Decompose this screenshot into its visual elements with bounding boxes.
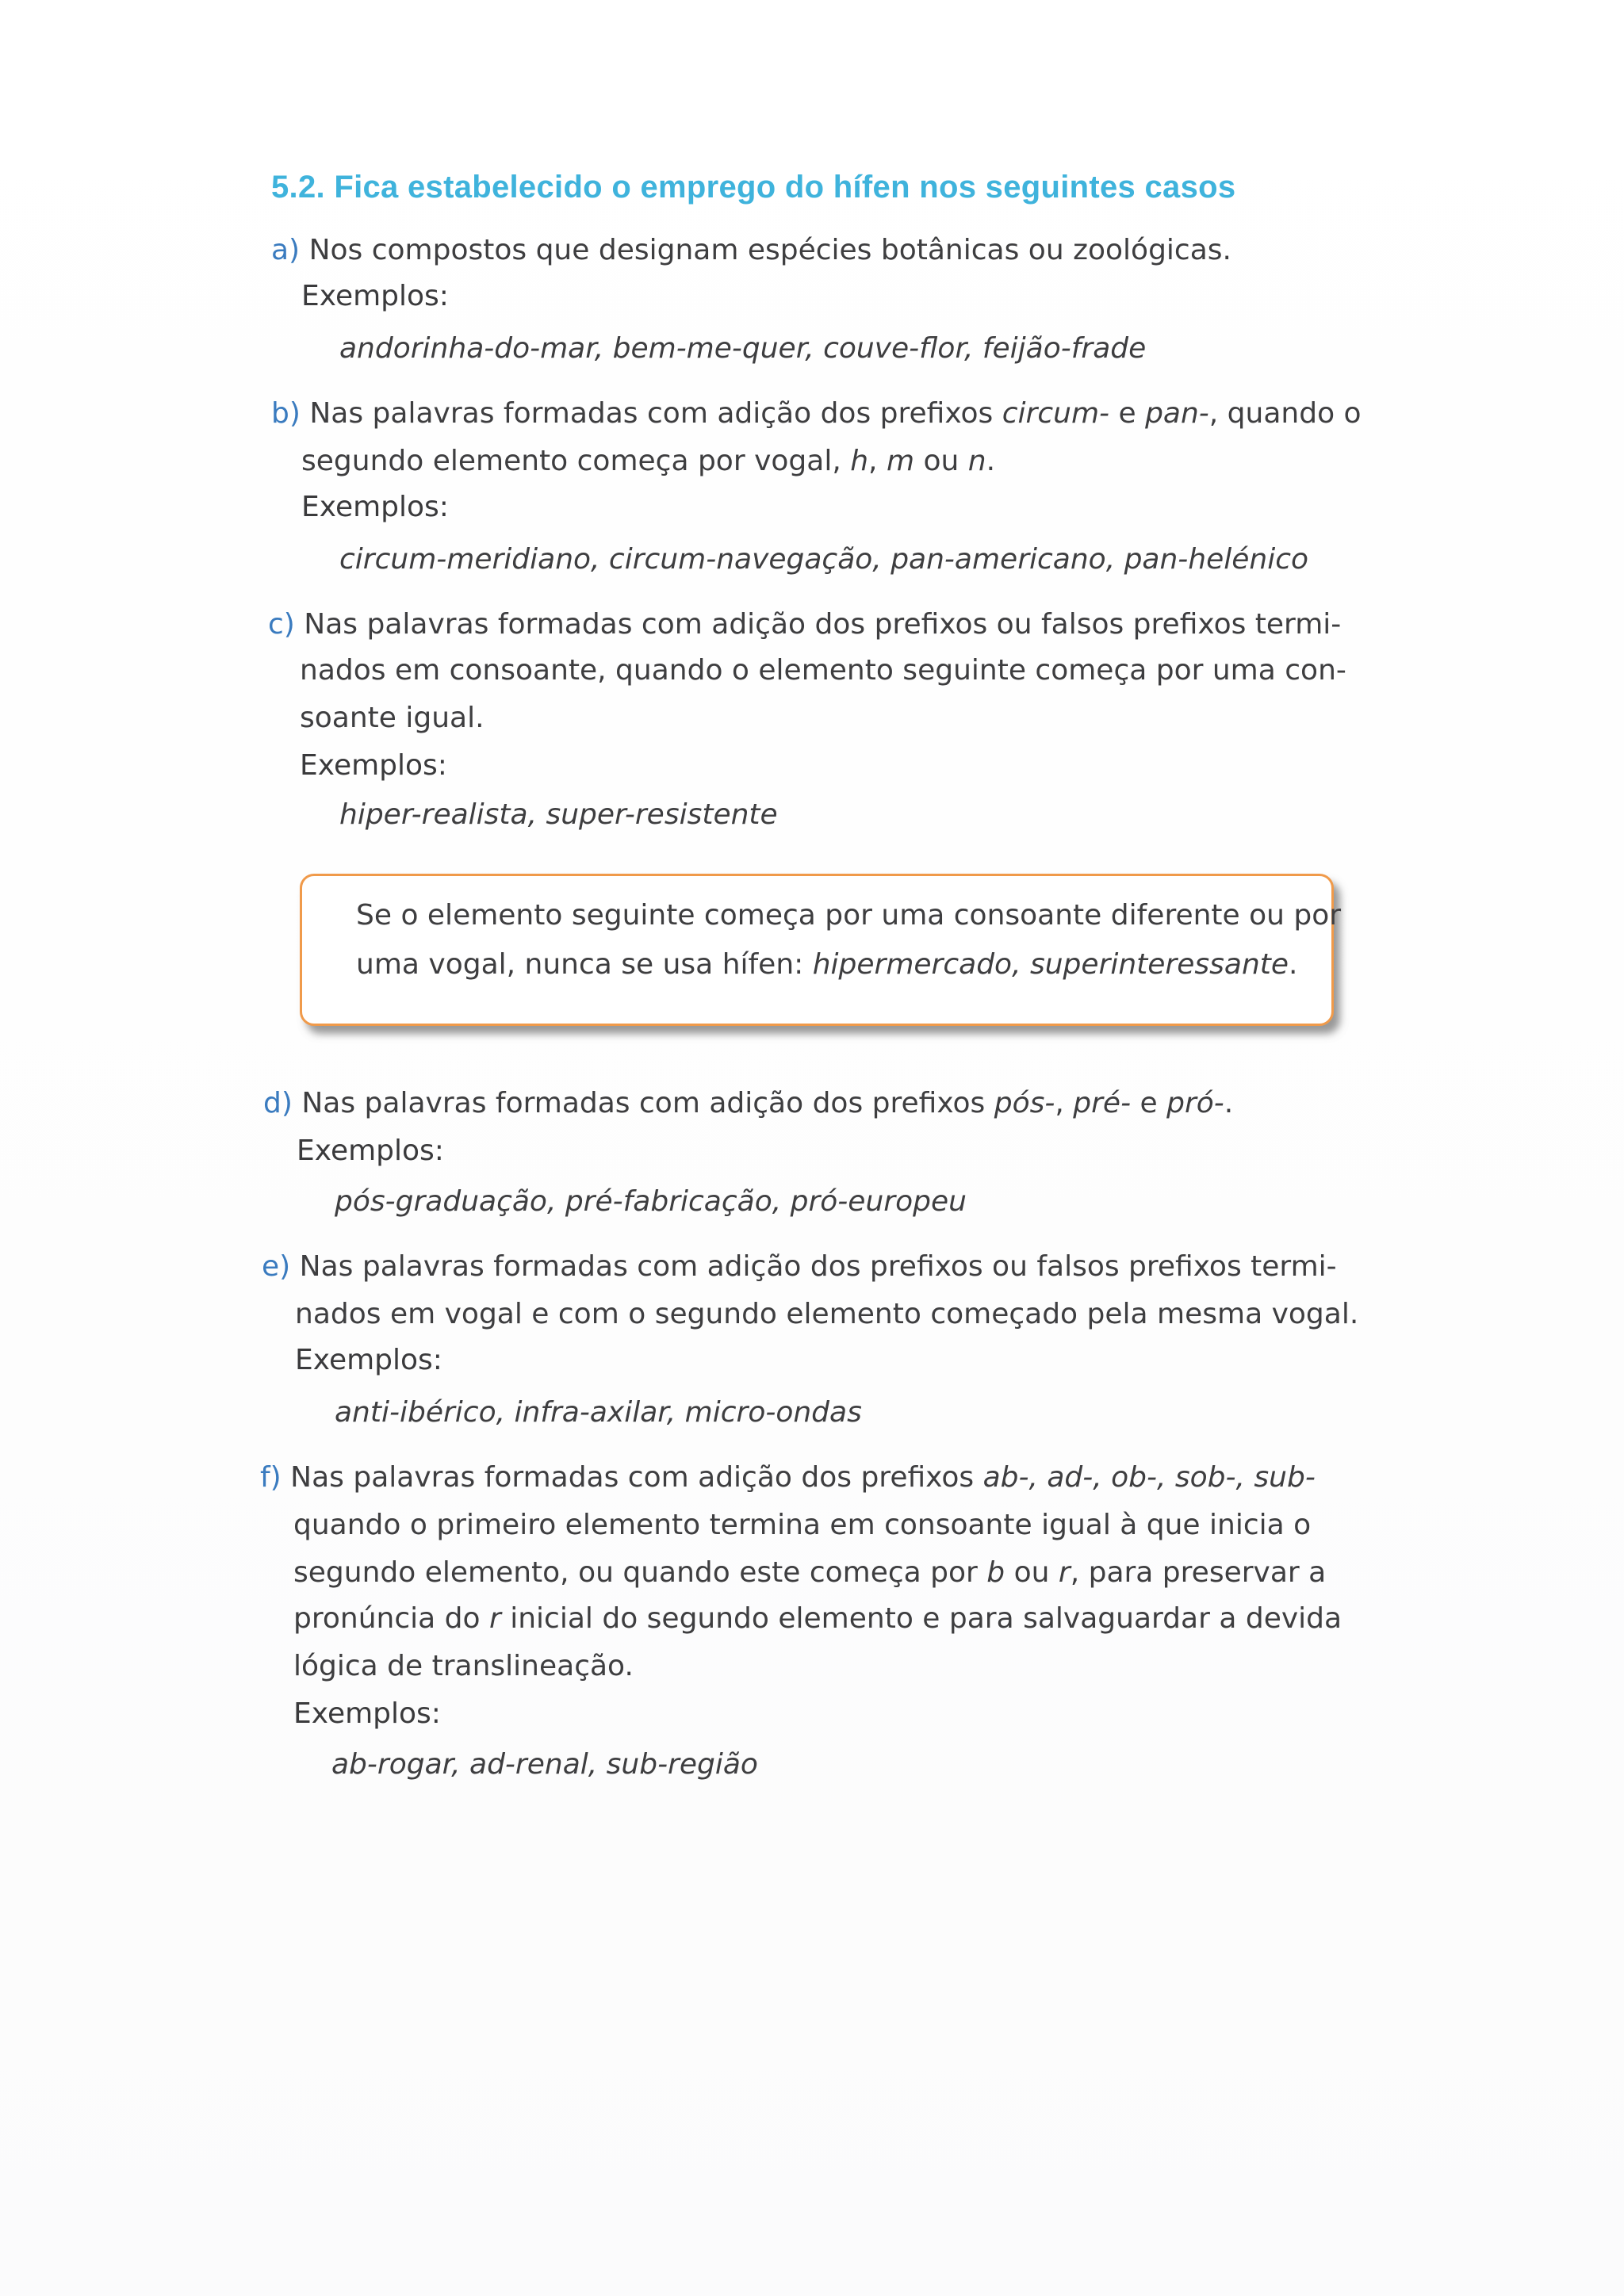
item-e-line-1: e) Nas palavras formadas com adição dos prefixos ou falsos prefixos termi- (262, 1250, 1337, 1283)
item-c-marker: c) (268, 608, 295, 641)
item-e-examples-label: Exemplos: (295, 1344, 442, 1376)
item-d-examples-label: Exemplos: (297, 1135, 444, 1167)
item-e-marker: e) (262, 1250, 291, 1283)
item-b-line-1: b) Nas palavras formadas com adição dos prefixos circum- e pan-, quando o (271, 397, 1362, 430)
item-e-examples: anti-ibérico, infra-axilar, micro-ondas (335, 1396, 862, 1429)
item-a-examples: andorinha-do-mar, bem-me-quer, couve-flor, feijão-frade (339, 332, 1147, 365)
note-box (300, 874, 1342, 1026)
item-e-line-2: nados em vogal e com o segundo elemento começado pela mesma vogal. (295, 1298, 1359, 1330)
item-c-examples-label: Exemplos: (300, 749, 447, 782)
section-heading: 5.2. Fica estabelecido o emprego do hífen nos seguintes casos (271, 170, 1236, 205)
item-f-marker: f) (260, 1461, 282, 1494)
item-c-line-3: soante igual. (300, 702, 485, 734)
item-f-line-3: segundo elemento, ou quando este começa por b ou r, para preservar a (293, 1556, 1327, 1589)
item-b-examples-label: Exemplos: (301, 491, 449, 523)
item-a-text: Nos compostos que designam espécies botânicas ou zoológicas. (308, 234, 1231, 266)
item-b-line-2: segundo elemento começa por vogal, h, m ou n. (301, 445, 996, 477)
note-line-1: Se o elemento seguinte começa por uma consoante diferente ou por (356, 899, 1342, 932)
item-c-line-2: nados em consoante, quando o elemento seguinte começa por uma con- (300, 654, 1346, 687)
item-c-line-1: c) Nas palavras formadas com adição dos prefixos ou falsos prefixos termi- (268, 608, 1342, 641)
item-f-line-1: f) Nas palavras formadas com adição dos prefixos ab-, ad-, ob-, sob-, sub- (260, 1461, 1316, 1494)
item-c-examples: hiper-realista, super-resistente (339, 798, 778, 831)
item-f-line-2: quando o primeiro elemento termina em consoante igual à que inicia o (293, 1509, 1312, 1541)
item-f-examples: ab-rogar, ad-renal, sub-região (331, 1748, 758, 1781)
note-line-2: uma vogal, nunca se usa hífen: hipermercado, superinteressante. (356, 948, 1298, 981)
item-b-marker: b) (271, 397, 301, 430)
item-a-examples-label: Exemplos: (301, 280, 449, 312)
item-f-line-5: lógica de translineação. (293, 1650, 634, 1682)
item-f-examples-label: Exemplos: (293, 1697, 441, 1730)
item-f-line-4: pronúncia do r inicial do segundo elemento e para salvaguardar a devida (293, 1602, 1342, 1635)
item-d-marker: d) (263, 1087, 293, 1119)
item-b-examples: circum-meridiano, circum-navegação, pan-americano, pan-helénico (339, 543, 1309, 576)
item-d-examples: pós-graduação, pré-fabricação, pró-europeu (335, 1185, 967, 1218)
item-d-line-1: d) Nas palavras formadas com adição dos prefixos pós-, pré- e pró-. (263, 1087, 1234, 1119)
item-a-line-1 (271, 233, 1231, 268)
item-a-marker: a) (271, 234, 301, 266)
